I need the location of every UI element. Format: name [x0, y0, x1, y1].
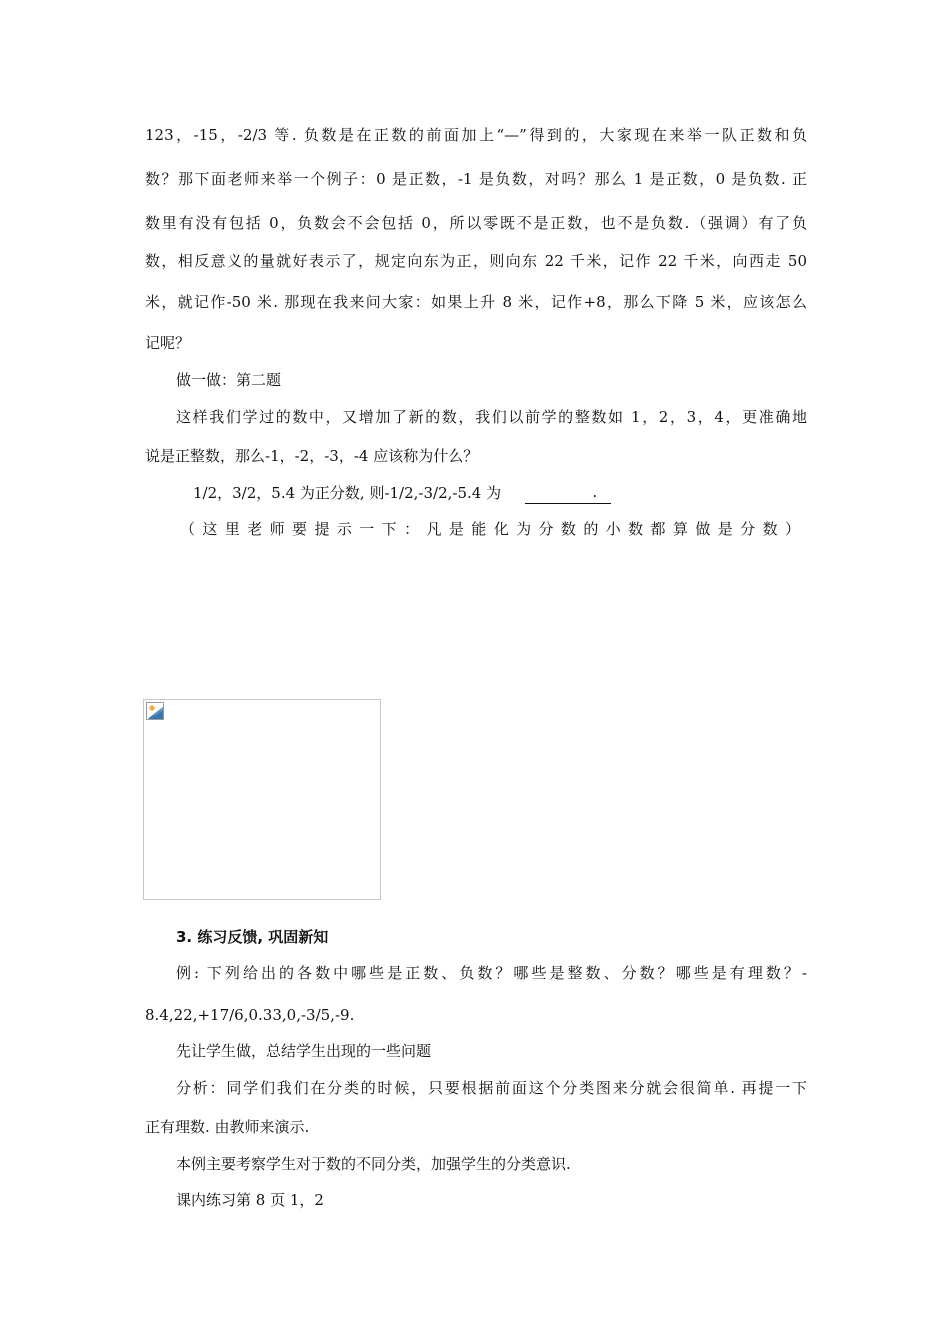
paragraph1-line-5: 米，就记作-50 米. 那现在我来问大家：如果上升 8 米，记作+8，那么下降 5 米，应该怎么 — [145, 293, 807, 311]
paragraph1-line-2: 数？那下面老师来举一个例子：0 是正数，-1 是负数，对吗？那么 1 是正数，0 是负数. 正 — [145, 170, 807, 188]
student-work-line: 先让学生做，总结学生出现的一些问题 — [176, 1042, 432, 1060]
fraction-line — [193, 482, 753, 504]
summary-line: 本例主要考察学生对于数的不同分类，加强学生的分类意识. — [176, 1155, 571, 1173]
analysis-line-2: 正有理数. 由教师来演示. — [145, 1118, 310, 1136]
answer-blank-period: . — [592, 483, 598, 501]
fraction-line-text: 1/2，3/2，5.4 为正分数, 则-1/2,-3/2,-5.4 为 — [193, 484, 502, 502]
image-placeholder — [143, 699, 381, 900]
example-line-2: 8.4,22,+17/6,0.33,0,-3/5,-9. — [145, 1006, 355, 1024]
paragraph1-line-6: 记呢？ — [145, 334, 191, 352]
example-line-1: 例: 下列给出的各数中哪些是正数、负数？哪些是整数、分数？哪些是有理数？- — [176, 964, 807, 982]
hint-line: （这里老师要提示一下：凡是能化为分数的小数都算做是分数） — [180, 520, 800, 538]
answer-blank — [525, 482, 611, 504]
do-it-line: 做一做：第二题 — [176, 371, 282, 389]
classwork-line: 课内练习第 8 页 1，2 — [176, 1191, 324, 1209]
paragraph1-line-1: 123，-15，-2/3 等. 负数是在正数的前面加上“—”得到的，大家现在来举一队正数和负 — [145, 126, 807, 144]
paragraph1-line-3: 数里有没有包括 0，负数会不会包括 0，所以零既不是正数，也不是负数.（强调）有了负 — [145, 214, 807, 232]
broken-image-icon — [146, 702, 164, 720]
paragraph2-line-1: 这样我们学过的数中，又增加了新的数，我们以前学的整数如 1，2，3，4，更准确地 — [176, 408, 807, 426]
analysis-line-1: 分析：同学们我们在分类的时候，只要根据前面这个分类图来分就会很简单. 再提一下 — [176, 1079, 807, 1097]
paragraph1-line-4: 数，相反意义的量就好表示了，规定向东为正，则向东 22 千米，记作 22 千米，向西走 50 — [145, 252, 807, 270]
section-heading: 3. 练习反馈, 巩固新知 — [176, 928, 329, 946]
paragraph2-line-2: 说是正整数，那么-1，-2，-3，-4 应该称为什么？ — [145, 447, 479, 465]
